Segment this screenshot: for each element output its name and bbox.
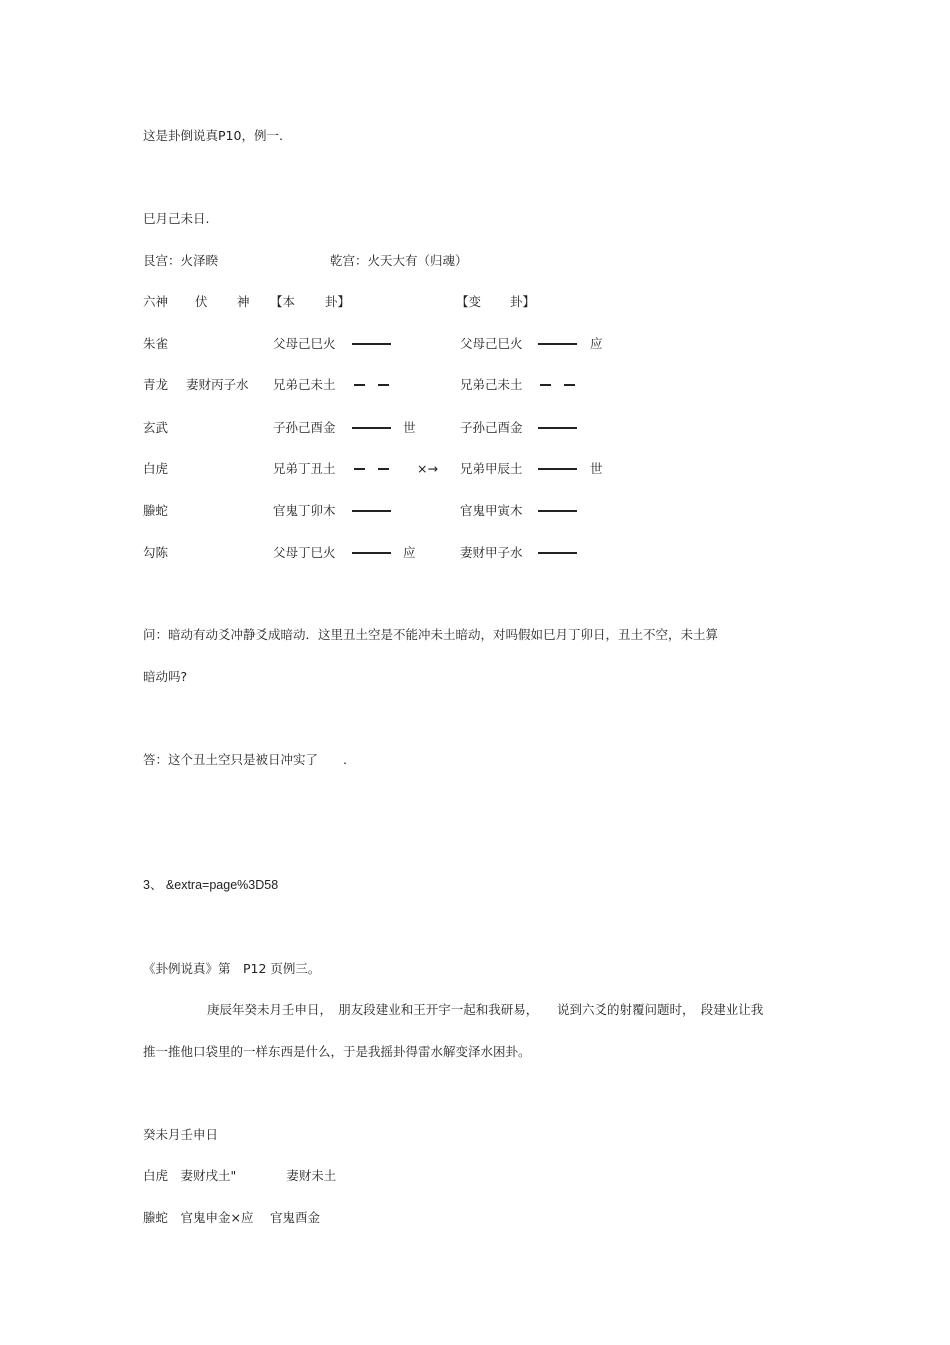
ben-yao-line (352, 510, 391, 512)
row-fushen: 妻财丙子水 (186, 377, 249, 392)
row-ben-mark: 应 (403, 545, 416, 560)
row-liushen: 白虎 (143, 461, 169, 476)
row-ben-yao-name: 兄弟己未土 (273, 377, 336, 392)
book-reference: 《卦例说真》第 P12 页例三。 (143, 961, 321, 976)
date-line-2: 癸未月壬申日 (143, 1127, 219, 1142)
row-bian-yao-name: 官鬼甲寅木 (460, 503, 523, 518)
row-liushen: 勾陈 (143, 545, 169, 560)
row-liushen: 玄武 (143, 420, 169, 435)
row-move-mark: ×→ (417, 461, 438, 476)
bian-yao-line (538, 552, 577, 554)
row-ben-yao-name: 父母丁巳火 (273, 545, 336, 560)
header-shen: 神 (237, 294, 250, 309)
row-bian-mark: 应 (590, 336, 603, 351)
hex2-row-2: 螣蛇 官鬼申金×应 官鬼酉金 (143, 1210, 320, 1225)
hex2-row-1: 白虎 妻财戌土" 妻财未土 (143, 1168, 337, 1183)
row-bian-yao-name: 兄弟己未土 (460, 377, 523, 392)
ben-yao-line (352, 468, 391, 470)
ben-yao-line (352, 552, 391, 554)
intro-line: 这是卦倒说真P10，例一. (143, 128, 283, 143)
paragraph-line-2: 推一推他口袋里的一样东西是什么，于是我摇卦得雷水解变泽水困卦。 (143, 1044, 531, 1059)
row-bian-yao-name: 兄弟甲辰土 (460, 461, 523, 476)
ben-yao-line (352, 427, 391, 429)
row-bian-yao-name: 子孙己酉金 (460, 420, 523, 435)
header-liushen: 六神 (143, 294, 169, 309)
row-bian-yao-name: 父母己巳火 (460, 336, 523, 351)
row-bian-yao-name: 妻财甲子水 (460, 545, 523, 560)
bian-yao-line (538, 384, 577, 386)
question-line-1: 问：暗动有动爻冲静爻成暗动．这里丑土空是不能冲未土暗动，对吗假如巳月丁卯日，丑土不空，未土算 (143, 627, 719, 642)
header-fu: 伏 (195, 294, 208, 309)
row-liushen: 螣蛇 (143, 503, 169, 518)
row-liushen: 青龙 (143, 377, 169, 392)
bian-yao-line (538, 510, 577, 512)
ben-yao-line (352, 343, 391, 345)
bian-yao-line (538, 343, 577, 345)
row-ben-yao-name: 父母己巳火 (273, 336, 336, 351)
gong-right: 乾宫：火天大有（归魂） (330, 253, 468, 268)
gong-left: 艮宫：火泽睽 (143, 253, 219, 268)
date-line: 巳月己未日. (143, 211, 210, 226)
answer-line: 答：这个丑土空只是被日冲实了 . (143, 752, 347, 767)
row-ben-mark: 世 (403, 420, 416, 435)
row-liushen: 朱雀 (143, 336, 169, 351)
row-bian-mark: 世 (590, 461, 603, 476)
row-ben-yao-name: 兄弟丁丑土 (273, 461, 336, 476)
header-ben: 【本 (270, 294, 296, 309)
row-ben-yao-name: 子孙己酉金 (273, 420, 336, 435)
bian-yao-line (538, 468, 577, 470)
header-bian: 【变 (456, 294, 482, 309)
header-bian-gua: 卦】 (510, 294, 536, 309)
row-ben-yao-name: 官鬼丁卯木 (273, 503, 336, 518)
paragraph-line-1: 庚辰年癸未月壬申日， 朋友段建业和王开宇一起和我研易， 说到六爻的射覆问题时， 段建业让我 (207, 1002, 764, 1017)
question-line-2: 暗动吗? (143, 669, 188, 684)
ben-yao-line (352, 384, 391, 386)
header-ben-gua: 卦】 (325, 294, 351, 309)
bian-yao-line (538, 427, 577, 429)
section-3-heading: 3、 &extra=page%3D58 (143, 878, 279, 892)
